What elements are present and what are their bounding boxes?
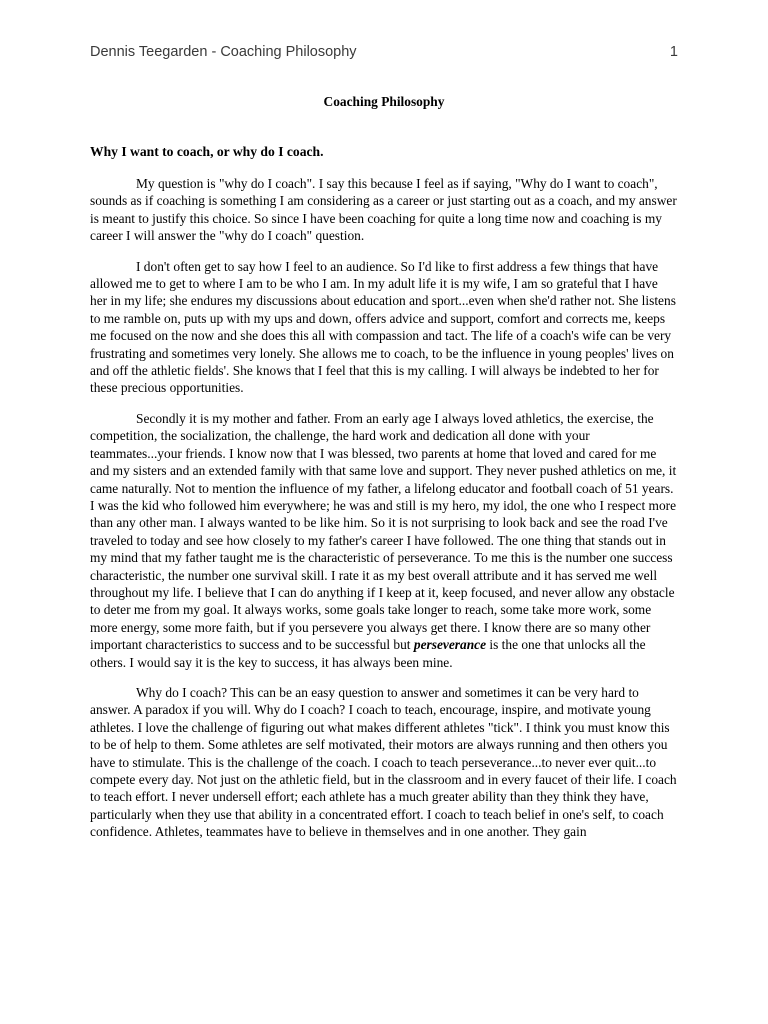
page-number: 1 [669, 44, 678, 60]
paragraph-3-text-before: Secondly it is my mother and father. From an early age I always loved athletics, the exercise, the competition, the socialization, the challenge, the hard work and dedication all done with your teammates...your friends. I know now that I was blessed, two parents at home that loved and cared for me and my sisters and an extended family with that same love and support. They never pushed athletics on me, it came naturally. Not to mention the influence of my father, a lifelong educator and football coach of 51 years. I was the kid who followed him everywhere; he was and still is my hero, my idol, the one who I respect more than any other man. I always wanted to be like him. So it is not surprising to look back and see the road I've traveled to today and see how closely to my father's career I have followed. The one thing that stands out in my mind that my father taught me is the characteristic of perseverance. To me this is the number one success characteristic, the number one survival skill. I rate it as my best overall attribute and it has served me well throughout my life. I believe that I can do anything if I keep at it, keep focused, and never allow any obstacle to deter me from my goal. It always works, some goals take longer to reach, some take more work, some more energy, some more faith, but if you persevere you always get there. I know there are so many other important characteristics to success and to be successful but [90, 410, 677, 653]
paragraph-3 [90, 410, 678, 671]
document-title: Coaching Philosophy [323, 94, 445, 109]
paragraph-3-text-after: is the one that unlocks all the others. I would say it is the key to success, it has always been mine. [90, 637, 646, 670]
document-body [90, 143, 678, 854]
paragraph-2: I don't often get to say how I feel to an audience. So I'd like to first address a few things that have allowed me to get to where I am to be who I am. In my adult life it is my wife, I am so grateful that I have her in my life; she endures my discussions about education and sport...even when she'd rather not. She listens to me ramble on, puts up with my ups and down, offers advice and support, comfort and corrects me, keeps me focused on the now and she does this all with compassion and tact. The life of a coach's wife can be very frustrating and sometimes very lonely. She allows me to coach, to be the influence in young peoples' lives on and off the athletic fields'. She knows that I feel that this is my calling. I will always be indebted to her for these precious opportunities. [90, 258, 676, 396]
running-header [90, 44, 678, 64]
paragraph-1: My question is "why do I coach". I say this because I feel as if saying, "Why do I want to coach", sounds as if coaching is something I am considering as a career or just starting out as a coach, and my answer is meant to justify this choice. So since I have been coaching for quite a long time now and coaching is my career I will answer the "why do I coach" question. [90, 176, 677, 244]
paragraph-4: Why do I coach? This can be an easy question to answer and sometimes it can be very hard to answer. A paradox if you will. Why do I coach? I coach to teach, encourage, inspire, and motivate young athletes. I love the challenge of figuring out what makes different athletes "tick". I think you must know this to be of help to them. Some athletes are self motivated, their motors are always running and then others you have to stimulate. This is the challenge of the coach. I coach to teach perseverance...to never ever quit...to compete every day. Not just on the athletic field, but in the classroom and in every faucet of their life. I coach to teach effort. I never undersell effort; each athlete has a much greater ability than they think they have, particularly when they use that ability in a concentrated effort. I coach to teach belief in one's self, to coach confidence. Athletes, teammates have to believe in themselves and in one another. They gain [90, 684, 677, 840]
section-heading: Why I want to coach, or why do I coach. [90, 144, 324, 159]
emphasis-perseverance: perseverance [413, 637, 487, 653]
header-title: Dennis Teegarden - Coaching Philosophy [90, 44, 357, 60]
